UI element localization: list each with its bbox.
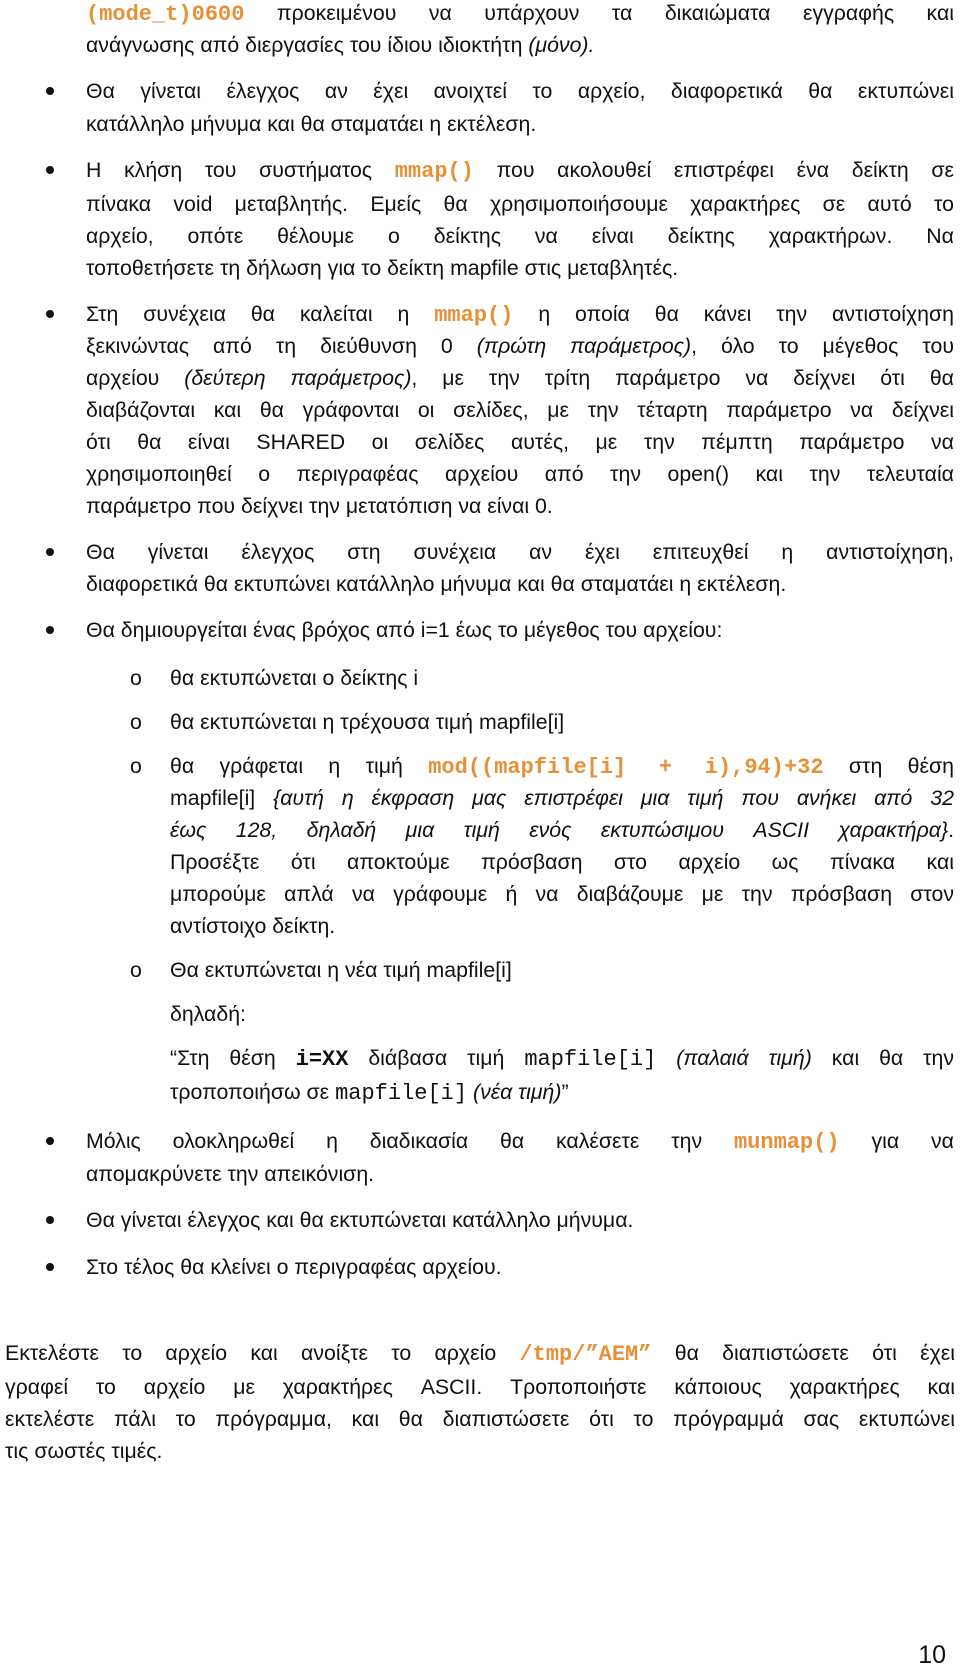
bullet-icon <box>46 626 54 634</box>
bullet-item-text: ότι θα είναι SHARED οι σελίδες αυτές, με την πέμπτη παράμετρο να <box>86 430 954 454</box>
sub-item-text: θα εκτυπώνεται η τρέχουσα τιμή mapfile[i] <box>170 710 565 734</box>
bullet-item-text: αρχείο, οπότε θέλουμε ο δείκτης να είναι δείκτης χαρακτήρων. Να <box>86 224 954 248</box>
bullet-item-text: Θα γίνεται έλεγχος στη συνέχεια αν έχει επιτευχθεί η αντιστοίχηση, <box>86 540 954 564</box>
quoted-output-line: “Στη θέση i=XX διάβασα τιμή mapfile[i] (παλαιά τιμή) και θα την <box>170 1046 955 1072</box>
sub-bullet-icon: o <box>130 754 142 778</box>
bullet-icon <box>46 87 54 95</box>
bullet-item-text: Η κλήση του συστήματος mmap() που ακολουθεί επιστρέφει ένα δείκτη σε <box>86 158 954 184</box>
bullet-item-text: Θα γίνεται έλεγχος και θα εκτυπώνεται κατάλληλο μήνυμα. <box>86 1208 634 1232</box>
sub-item-text: mapfile[i] {αυτή η έκφραση μας επιστρέφει μια τιμή που ανήκει από 32 <box>170 786 954 810</box>
sub-bullet-icon: o <box>130 958 142 982</box>
sub-item-text: θα γράφεται η τιμή mod((mapfile[i] + i),94)+32 στη θέση <box>170 754 954 780</box>
closing-paragraph: τις σωστές τιμές. <box>5 1439 163 1463</box>
code-snippet: munmap() <box>734 1130 840 1155</box>
quoted-output-line: τροποποιήσω σε mapfile[i] (νέα τιμή)” <box>170 1080 569 1106</box>
code-snippet: mod((mapfile[i] + i),94)+32 <box>428 755 824 780</box>
bullet-item-text: Θα δημιουργείται ένας βρόχος από i=1 έως το μέγεθος του αρχείου: <box>86 618 723 642</box>
sub-item-text: Θα εκτυπώνεται η νέα τιμή mapfile[i] <box>170 958 512 982</box>
page-number: 10 <box>918 1641 946 1669</box>
bullet-icon <box>46 166 54 174</box>
closing-paragraph: εκτελέστε πάλι το πρόγραμμα, και θα διαπιστώσετε ότι το πρόγραμμά σας εκτυπώνει <box>5 1407 955 1431</box>
bullet-icon <box>46 310 54 318</box>
bullet-item-text: κατάλληλο μήνυμα και θα σταματάει η εκτέλεση. <box>86 112 537 136</box>
paragraph-line: ανάγνωσης από διεργασίες του ίδιου ιδιοκτήτη (μόνο). <box>86 33 595 57</box>
sub-bullet-icon: o <box>130 666 142 690</box>
sub-item-text: αντίστοιχο δείκτη. <box>170 914 336 938</box>
bullet-item-text: Μόλις ολοκληρωθεί η διαδικασία θα καλέσετε την munmap() για να <box>86 1129 954 1155</box>
bullet-item-text: απομακρύνετε την απεικόνιση. <box>86 1162 375 1186</box>
sub-item-text: Προσέξτε ότι αποκτούμε πρόσβαση στο αρχείο ως πίνακα και <box>170 850 954 874</box>
sub-item-text: δηλαδή: <box>170 1002 246 1026</box>
bullet-item-text: παράμετρο που δείχνει την μετατόπιση να είναι 0. <box>86 494 553 518</box>
code-snippet: mmap() <box>434 303 514 328</box>
bullet-item-text: Στη συνέχεια θα καλείται η mmap() η οποία θα κάνει την αντιστοίχηση <box>86 302 954 328</box>
bullet-item-text: διαφορετικά θα εκτυπώνει κατάλληλο μήνυμα και θα σταματάει η εκτέλεση. <box>86 572 787 596</box>
sub-item-text: μπορούμε απλά να γράφουμε ή να διαβάζουμε με την πρόσβαση στον <box>170 882 954 906</box>
sub-item-text: θα εκτυπώνεται ο δείκτης i <box>170 666 419 690</box>
bullet-item-text: Στο τέλος θα κλείνει ο περιγραφέας αρχείου. <box>86 1255 502 1279</box>
bullet-item-text: Θα γίνεται έλεγχος αν έχει ανοιχτεί το αρχείο, διαφορετικά θα εκτυπώνει <box>86 79 954 103</box>
code-snippet: (mode_t)0600 <box>86 2 245 27</box>
paragraph-line: (mode_t)0600 προκειμένου να υπάρχουν τα δικαιώματα εγγραφής και <box>86 1 954 27</box>
bullet-icon <box>46 1263 54 1271</box>
sub-item-text: έως 128, δηλαδή μια τιμή ενός εκτυπώσιμου ASCII χαρακτήρα}. <box>170 818 954 842</box>
bullet-icon <box>46 548 54 556</box>
sub-bullet-icon: o <box>130 710 142 734</box>
bullet-item-text: πίνακα void μεταβλητής. Εμείς θα χρησιμοποιήσουμε χαρακτήρες σε αυτό το <box>86 192 954 216</box>
bullet-item-text: διαβάζονται και θα γράφονται οι σελίδες, με την τέταρτη παράμετρο να δείχνει <box>86 398 954 422</box>
bullet-icon <box>46 1137 54 1145</box>
bullet-icon <box>46 1216 54 1224</box>
bullet-item-text: ξεκινώντας από τη διεύθυνση 0 (πρώτη παράμετρος), όλο το μέγεθος του <box>86 334 954 358</box>
code-snippet: mmap() <box>394 159 474 184</box>
bullet-item-text: τοποθετήσετε τη δήλωση για το δείκτη mapfile στις μεταβλητές. <box>86 256 679 280</box>
bullet-item-text: χρησιμοποιηθεί ο περιγραφέας αρχείου από την open() και την τελευταία <box>86 462 954 486</box>
code-snippet: /tmp/”AEM” <box>519 1342 652 1367</box>
closing-paragraph: Εκτελέστε το αρχείο και ανοίξτε το αρχείο /tmp/”AEM” θα διαπιστώσετε ότι έχει <box>5 1341 955 1367</box>
closing-paragraph: γραφεί το αρχείο με χαρακτήρες ASCII. Τροποποιήστε κάποιους χαρακτήρες και <box>5 1375 955 1399</box>
bullet-item-text: αρχείου (δεύτερη παράμετρος), με την τρίτη παράμετρο να δείχνει ότι θα <box>86 366 954 390</box>
